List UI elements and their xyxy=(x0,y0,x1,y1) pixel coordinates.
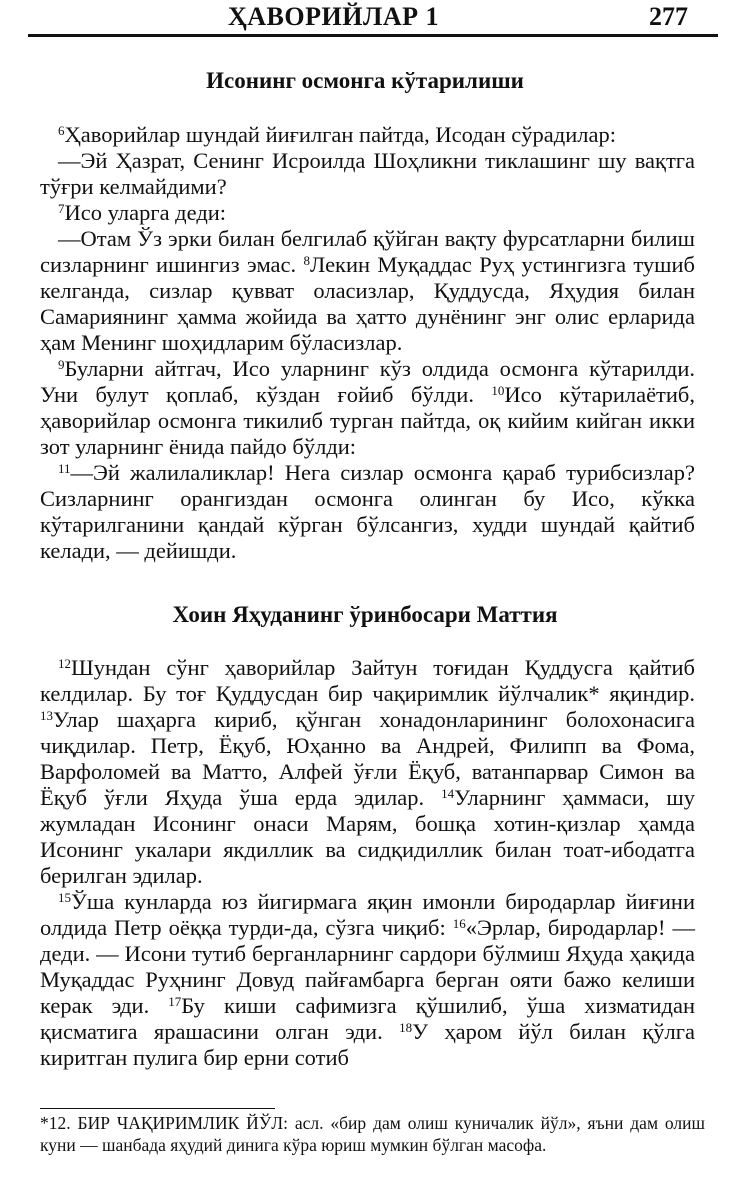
page-number: 277 xyxy=(649,2,688,31)
section-heading-ascension: Исонинг осмонга кўтарилиши xyxy=(206,68,524,93)
paragraph-text: Улар шаҳарга кириб, қўнган хонадонларининг болохонасига чиқдилар. Петр, Ёқуб, Юҳанно ва Андрей, Филипп ва Фома, Варфоломей ва Матто, Алфей ўғли Ёқуб, ватанпарвар Симон ва Ёқуб ўғли Яҳуда ўша ерда эдилар. xyxy=(40,707,695,810)
verse-number: 12 xyxy=(58,656,71,671)
section-body-ascension xyxy=(40,122,695,564)
paragraph-text: Буларни айтгач, Исо уларнинг кўз олдида осмонга кўтарилди. Уни булут қоплаб, кўздан ғойиб бўлди. xyxy=(40,356,695,407)
paragraph-text: —Эй жалилаликлар! Нега сизлар осмонга қараб турибсизлар? Сизларнинг орангиздан осмонга олинган бу Исо, кўкка кўтарилганини қандай кўрган бўлсангиз, худди шундай қайтиб келади, — дейишди. xyxy=(40,460,695,563)
verse-number: 11 xyxy=(58,461,71,476)
verse-number: 10 xyxy=(491,383,505,398)
book-title: ҲАВОРИЙЛАР 1 xyxy=(228,2,439,31)
paragraph-text: Исо уларга деди: xyxy=(64,200,227,225)
footnote-text: асл. «бир дам олиш куничалик йўл», яъни дам олиш куни — шанбада яҳудий динига кўра юриш мумкин бўлган масофа. xyxy=(40,1113,706,1155)
verse-number: 7 xyxy=(58,201,65,216)
paragraph-text: Бу киши сафимизга қўшилиб, ўша хизматидан қисматига ярашасини олган эди. xyxy=(40,993,696,1044)
footnote-marker: *12. xyxy=(40,1113,71,1133)
paragraph-text: Лекин Муқаддас Руҳ устингизга тушиб келганда, сизлар қувват оласизлар, Қуддусда, Яҳудия билан Самариянинг ҳамма жойида ва ҳатто дунёнинг энг олис ерларида ҳам Менинг шоҳидларим бўласизлар. xyxy=(40,252,695,355)
verse-number: 15 xyxy=(58,890,71,905)
verse-number: 17 xyxy=(168,994,182,1009)
paragraph xyxy=(40,122,695,148)
verse-number: 16 xyxy=(452,916,466,931)
verse-number: 14 xyxy=(441,786,455,801)
paragraph xyxy=(40,148,695,200)
footnote xyxy=(40,1112,705,1156)
verse-number: 6 xyxy=(58,123,65,138)
paragraph-text: Исо кўтарилаётиб, ҳаворийлар осмонга тикилиб турган пайтда, оқ кийим кийган икки зот уларнинг ёнида пайдо бўлди: xyxy=(40,382,696,459)
verse-number: 8 xyxy=(303,253,310,268)
section-heading-matthias: Хоин Яҳуданинг ўринбосари Маттия xyxy=(172,602,558,627)
verse-number: 18 xyxy=(399,1020,413,1035)
running-head xyxy=(28,0,718,34)
paragraph-text: —Эй Ҳазрат, Сенинг Исроилда Шоҳликни тиклашинг шу вақтга тўғри келмайдими? xyxy=(40,148,695,199)
paragraph xyxy=(40,356,695,460)
paragraph-text: Шундан сўнг ҳаворийлар Зайтун тоғидан Қуддусга қайтиб келдилар. Бу тоғ Қуддусдан бир чақиримлик йўлчалик* яқиндир. xyxy=(40,655,695,706)
footnote-rule xyxy=(40,1108,275,1109)
paragraph xyxy=(40,655,695,889)
verse-number: 13 xyxy=(40,708,53,723)
paragraph xyxy=(40,200,695,226)
footnote-term: БИР ЧАҚИРИМЛИК ЙЎЛ: xyxy=(77,1113,288,1133)
paragraph-text: Уларнинг ҳаммаси, шу жумладан Исонинг онаси Марям, бошқа хотин-қизлар ҳамда Исонинг укалари якдиллик ва сидқидиллик билан тоат-ибодатга берилган эдилар. xyxy=(40,785,696,888)
verse-number: 9 xyxy=(58,357,65,372)
paragraph-text: Ҳаворийлар шундай йиғилган пайтда, Исодан сўрадилар: xyxy=(64,122,616,147)
header-rule xyxy=(28,34,718,37)
paragraph xyxy=(40,460,695,564)
paragraph xyxy=(40,889,695,1071)
paragraph-text: —Отам Ўз эрки билан белгилаб қўйган вақту фурсатларни билиш сизларнинг ишингиз эмас. xyxy=(40,226,695,277)
paragraph xyxy=(40,226,695,356)
paragraph-text: «Эрлар, биродарлар! — деди. — Исони тутиб берганларнинг сардори бўлмиш Яҳуда ҳақида Муқаддас Руҳнинг Довуд пайғамбарга берган ояти бажо келиши керак эди. xyxy=(40,915,695,1018)
paragraph-text: У ҳаром йўл билан қўлга киритган пулига бир ерни сотиб xyxy=(40,1019,696,1070)
paragraph-text: Ўша кунларда юз йигирмага яқин имонли биродарлар йиғини олдида Петр оёққа турди-да, сўзга чиқиб: xyxy=(40,889,695,940)
section-body-matthias xyxy=(40,655,695,1071)
